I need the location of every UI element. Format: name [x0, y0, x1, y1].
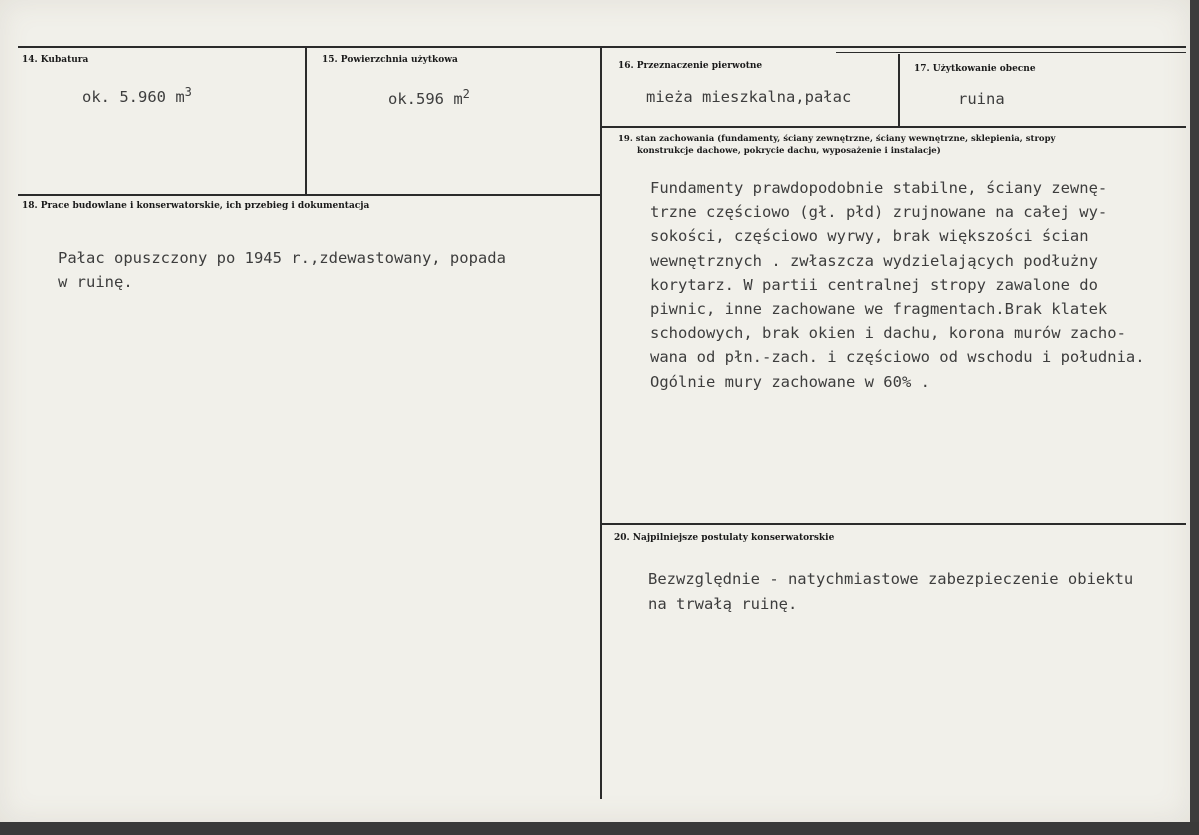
field-16-label: 16. Przeznaczenie pierwotne — [618, 61, 763, 71]
powierzchnia-text: ok.596 m — [388, 90, 463, 108]
divider-14-15 — [305, 47, 307, 195]
stan-line: wewnętrznych . zwłaszcza wydzielających podłużny — [650, 251, 1098, 270]
scan-edge-right — [1190, 0, 1199, 835]
field-14-value — [82, 86, 192, 110]
field-19-label-line2: konstrukcje dachowe, pokrycie dachu, wyposażenie i instalacje) — [637, 146, 941, 156]
divider-16-17 — [898, 54, 900, 126]
stan-line: Fundamenty prawdopodobnie stabilne, ściany zewnę- — [650, 179, 1108, 197]
field-15-label: 15. Powierzchnia użytkowa — [322, 55, 458, 65]
top-rule — [18, 46, 1186, 48]
stan-line: wana od płn.-zach. i częściowo od wschodu i południa. — [650, 348, 1145, 367]
kubatura-exponent: 3 — [184, 85, 192, 99]
field-15-value — [388, 88, 470, 112]
field-19-text — [650, 176, 1145, 394]
rule-above-18 — [18, 194, 600, 196]
rule-under-17 — [836, 52, 1186, 53]
kubatura-text: ok. 5.960 m — [82, 88, 185, 106]
rule-above-19 — [602, 126, 1186, 128]
postulaty-line: na trwałą ruinę. — [648, 595, 798, 613]
field-17-value: ruina — [958, 90, 1005, 108]
field-19-label-line1: 19. stan zachowania (fundamenty, ściany zewnętrzne, ściany wewnętrzne, sklepienia, stropy — [618, 134, 1056, 144]
postulaty-line: Bezwzględnie - natychmiastowe zabezpieczenie obiektu — [648, 570, 1134, 588]
field-20-text — [648, 567, 1133, 617]
field-14-label: 14. Kubatura — [22, 55, 89, 65]
stan-line: piwnic, inne zachowane we fragmentach.Brak klatek — [650, 300, 1108, 319]
stan-line: schodowych, brak okien i dachu, korona murów zacho- — [650, 324, 1126, 343]
field-18-label: 18. Prace budowlane i konserwatorskie, ich przebieg i dokumentacja — [22, 201, 370, 211]
field-18-text — [58, 247, 506, 294]
scan-edge-bottom — [0, 822, 1199, 835]
field-16-value: mieża mieszkalna,pałac — [646, 88, 852, 106]
prace-line: Pałac opuszczony po 1945 r.,zdewastowany, popada — [58, 249, 506, 267]
stan-line: korytarz. W partii centralnej stropy zawalone do — [650, 275, 1098, 294]
powierzchnia-exponent: 2 — [462, 87, 470, 101]
stan-line: trzne częściowo (gł. płd) zrujnowane na całej wy- — [650, 203, 1108, 222]
field-20-label: 20. Najpilniejsze postulaty konserwatorskie — [614, 533, 835, 543]
stan-line: sokości, częściowo wyrwy, brak większości ścian — [650, 227, 1089, 246]
prace-line: w ruinę. — [58, 272, 133, 291]
rule-above-20 — [602, 523, 1186, 525]
stan-line: Ogólnie mury zachowane w 60% . — [650, 372, 930, 391]
divider-main — [600, 47, 602, 799]
field-17-label: 17. Użytkowanie obecne — [914, 64, 1036, 74]
